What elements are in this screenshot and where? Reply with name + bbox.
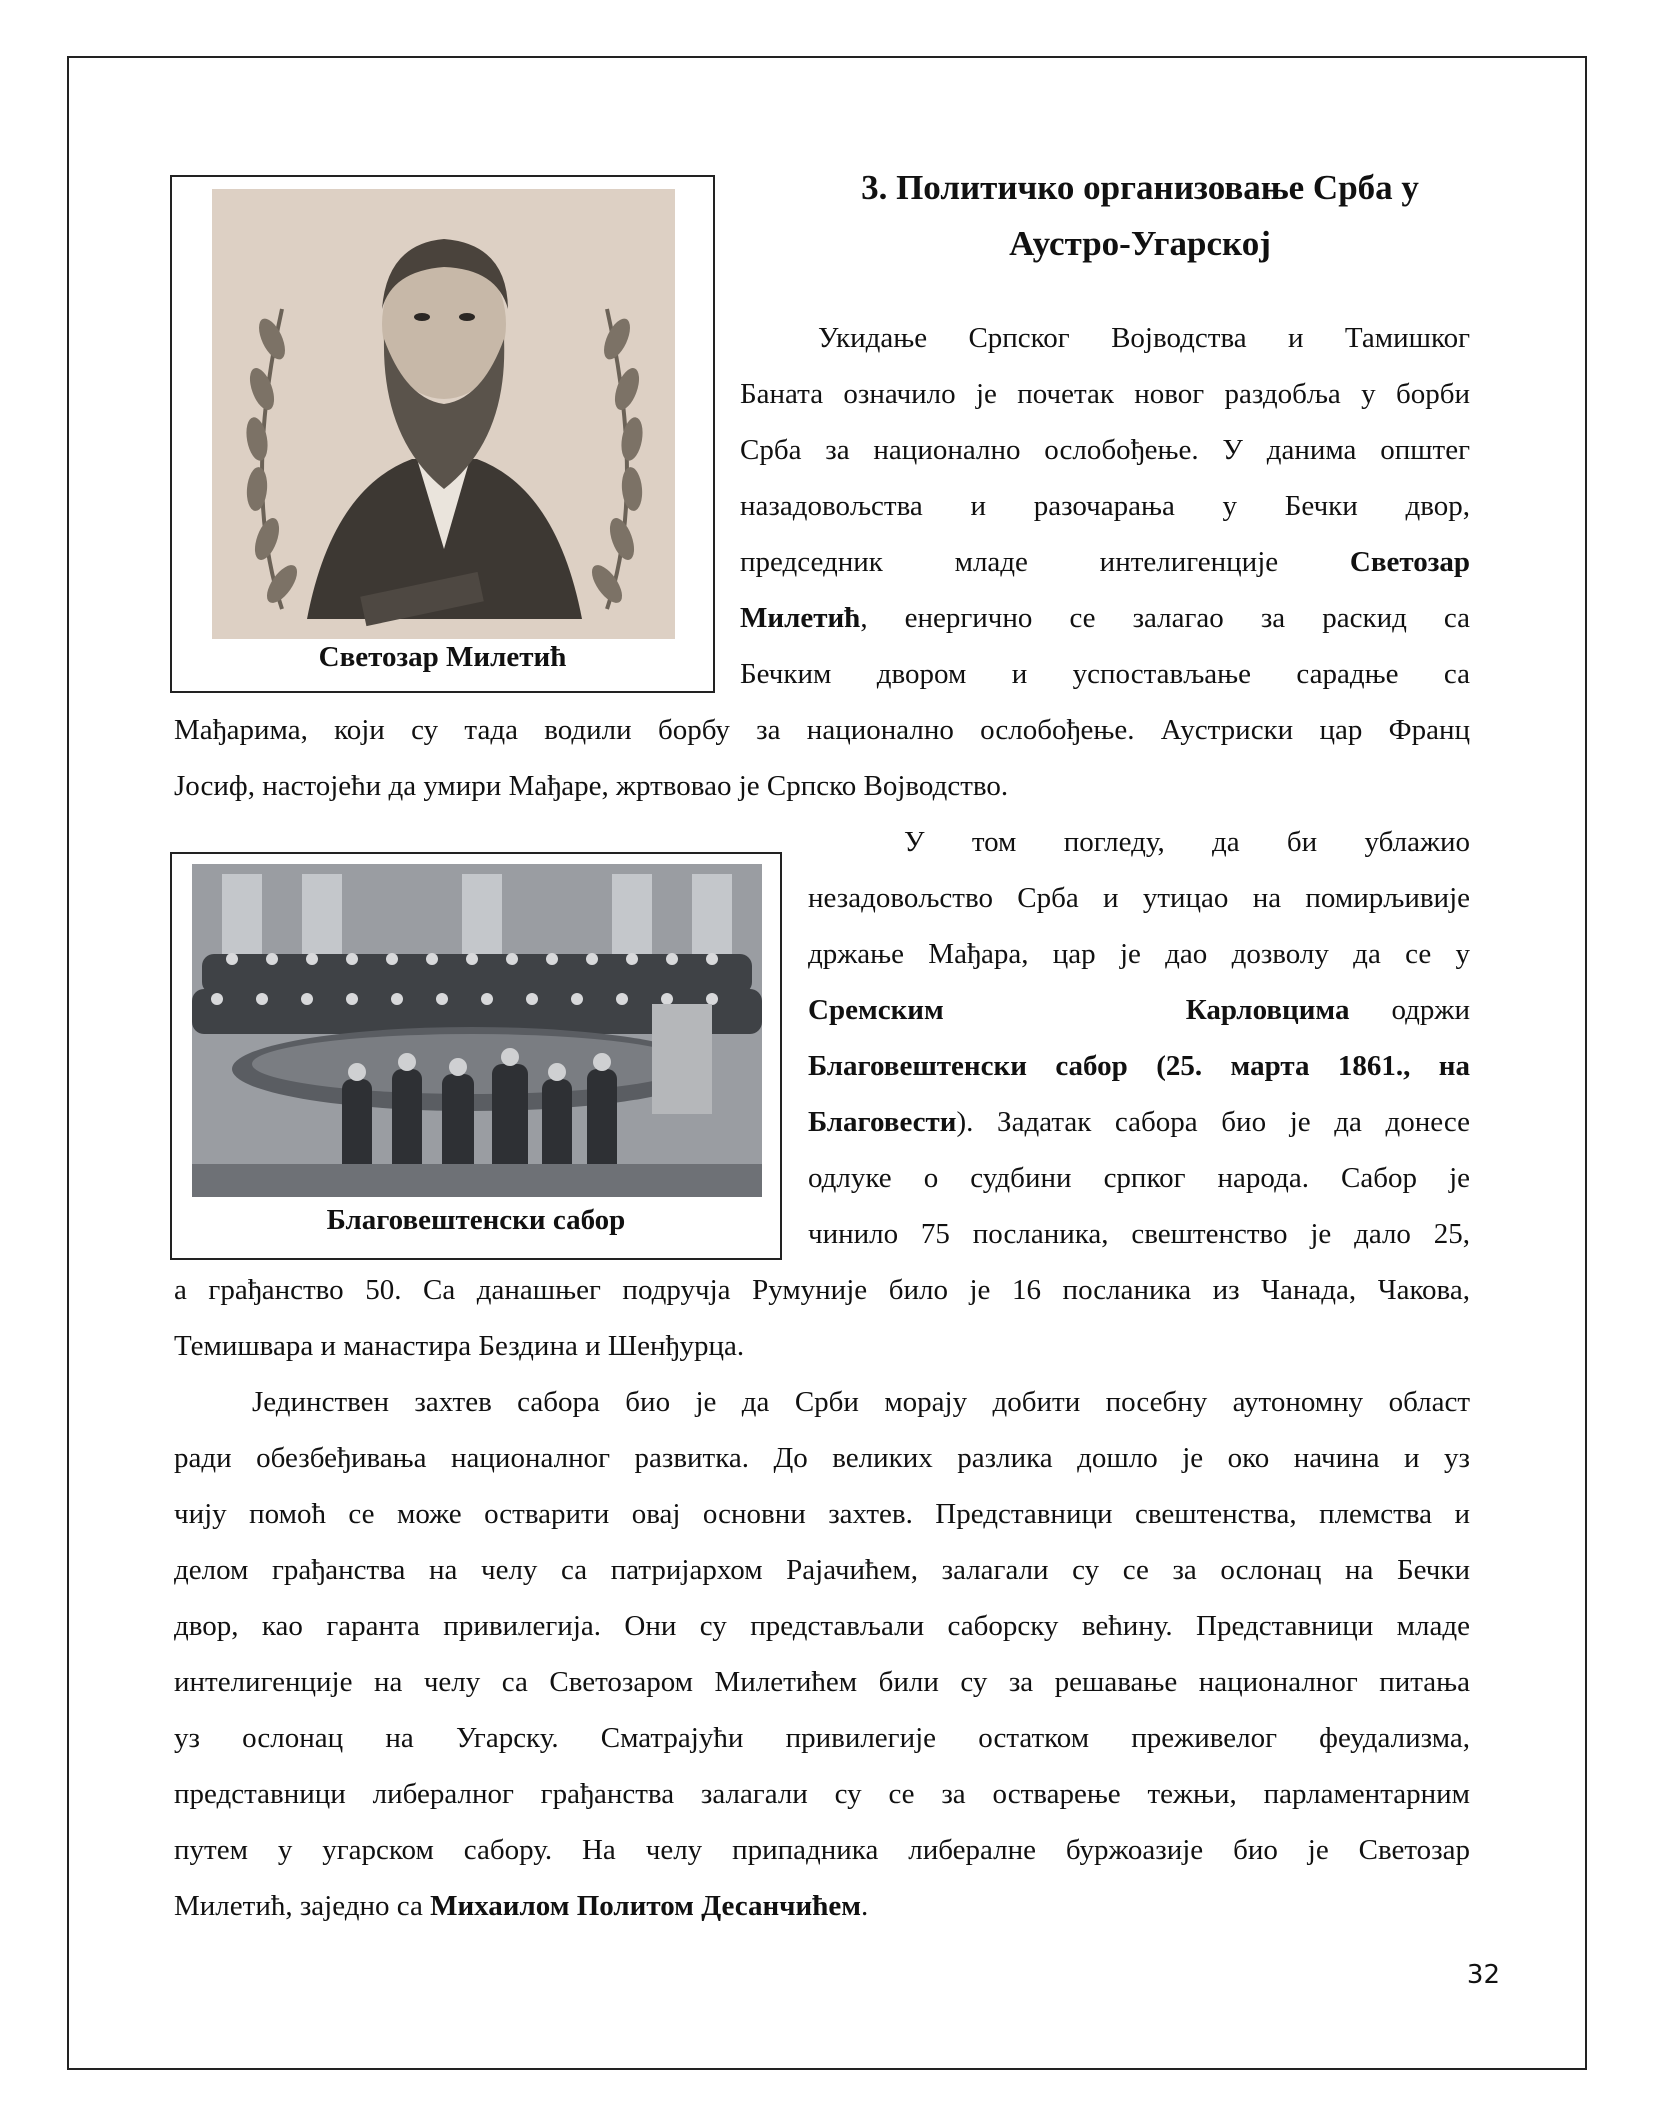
text-line: делом грађанства на челу са патријархом Рајачићем, залагали су се за ослонац на Бечки	[174, 1554, 1470, 1586]
assembly-engraving-image	[192, 864, 762, 1197]
text-line: Бечким двором и успостављање сарадње са	[740, 658, 1470, 690]
portrait-engraving-image	[212, 189, 675, 639]
text-line: Срба за национално ослобођење. У данима општег	[740, 434, 1470, 466]
page-title	[760, 160, 1520, 272]
paragraph-2-right	[808, 814, 1470, 1262]
text-line: незадовољство Срба и утицао на помирљивије	[808, 882, 1470, 914]
text-line: У том погледу, да би ублажио	[904, 826, 1470, 858]
text-line: Милетић, заједно са Михаилом Политом Десанчићем.	[174, 1890, 869, 1922]
text-line: Сремским Карловцима одржи	[808, 994, 1470, 1026]
paragraph-1-full	[174, 702, 1470, 814]
text-line: а грађанство 50. Са данашњег подручја Румуније било је 16 посланика из Чанада, Чакова,	[174, 1274, 1470, 1306]
paragraph-3	[174, 1374, 1470, 1934]
text-line: чинило 75 посланика, свештенство је дало 25,	[808, 1218, 1470, 1250]
text-line: Мађарима, који су тада водили борбу за национално ослобођење. Аустриски цар Франц	[174, 714, 1470, 746]
assembly-caption: Благовештенски сабор	[326, 1204, 626, 1236]
text-line: Јединствен захтев сабора био је да Срби морају добити посебну аутономну област	[252, 1386, 1470, 1418]
text-line: Благовештенски сабор (25. марта 1861., на	[808, 1050, 1470, 1082]
text-line: ради обезбеђивања националног развитка. До великих разлика дошло је око начина и уз	[174, 1442, 1470, 1474]
paragraph-2-full	[174, 1262, 1470, 1374]
text-line: путем у угарском сабору. На челу припадника либералне буржоазије био је Светозар	[174, 1834, 1470, 1866]
paragraph-1-right	[740, 310, 1470, 702]
portrait-caption: Светозар Милетић	[318, 641, 567, 673]
text-line: председник младе интелигенције Светозар	[740, 546, 1470, 578]
title-line-2: Аустро-Угарској	[1009, 224, 1271, 263]
page-number: 32	[1466, 1960, 1500, 1990]
text-line: Баната означило је почетак новог раздобља у борби	[740, 378, 1470, 410]
text-line: чију помоћ се може остварити овај основни захтев. Представници свештенства, племства и	[174, 1498, 1470, 1530]
text-line: Темишвара и манастира Бездина и Шенђурца.	[174, 1330, 745, 1362]
text-line: интелигенције на челу са Светозаром Милетићем били су за решавање националног питања	[174, 1666, 1470, 1698]
text-line: држање Мађара, цар је дао дозволу да се у	[808, 938, 1470, 970]
text-line: Благовести). Задатак сабора био је да донесе	[808, 1106, 1470, 1138]
figure-assembly	[170, 852, 782, 1260]
text-line: Милетић, енергично се залагао за раскид са	[740, 602, 1470, 634]
figure-portrait	[170, 175, 715, 693]
text-line: назадовољства и разочарања у Бечки двор,	[740, 490, 1470, 522]
text-line: Јосиф, настојећи да умири Мађаре, жртвовао је Српско Војводство.	[174, 770, 1009, 802]
title-line-1: 3. Политичко организовање Срба у	[861, 168, 1419, 207]
text-line: двор, као гаранта привилегија. Они су представљали саборску већину. Представници младе	[174, 1610, 1470, 1642]
text-line: одлуке о судбини српког народа. Сабор је	[808, 1162, 1470, 1194]
text-line: Укидање Српског Војводства и Тамишког	[818, 322, 1470, 354]
text-line: представници либералног грађанства залагали су се за остварење тежњи, парламентарним	[174, 1778, 1470, 1810]
text-line: уз ослонац на Угарску. Сматрајући привилегије остатком преживелог феудализма,	[174, 1722, 1470, 1754]
